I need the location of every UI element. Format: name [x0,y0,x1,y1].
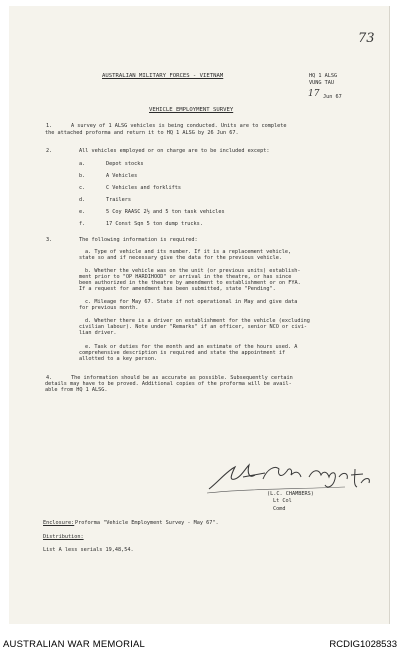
para-3a-line: a. Type of vehicle and its number. If it is a replacement vehicle, [85,249,292,255]
para-2-item-letter: c. [79,185,86,191]
para-3c-line: for previous month. [79,305,139,311]
para-2-item-letter: f. [79,221,86,227]
para-2-item-text: C Vehicles and forklifts [106,185,181,191]
para-1-line-2: the attached proforma and return it to HQ 1 ALSG by 26 Jun 67. [45,130,239,136]
subject-heading: VEHICLE EMPLOYMENT SURVEY [149,107,234,113]
document-title: AUSTRALIAN MILITARY FORCES - VIETNAM [102,73,224,79]
footer-institution: AUSTRALIAN WAR MEMORIAL [3,639,146,650]
para-2-item-letter: d. [79,197,86,203]
para-2-item-letter: b. [79,173,86,179]
originator-line-1: HQ 1 ALSG [309,73,338,79]
signatory-appointment: Comd [273,506,286,512]
enclosure-text: Proforma "Vehicle Employment Survey - May 67". [75,520,219,526]
para-3d-line: lian driver. [79,330,117,336]
enclosure-label: Enclosure: [43,520,75,526]
folio-number: 73 [358,31,375,46]
para-3e-line: e. Task or duties for the month and an estimate of the hours used. A [85,344,298,350]
para-2-intro: All vehicles employed or on charge are to be included except: [79,148,270,154]
para-4-line: The information should be as accurate as possible. Subsequently certain [71,375,293,381]
para-4-number: 4. [46,375,53,381]
para-3-intro: The following information is required: [79,237,198,243]
para-2-item-text: A Vehicles [106,173,138,179]
para-1-number: 1. [46,123,53,129]
para-3d-line: d. Whether there is a driver on establishment for the vehicle (excluding [85,318,310,324]
para-3d-line: civilian labour). Note under "Remarks" if an officer, senior NCO or civi- [79,324,307,330]
date-day: 17 [308,89,320,99]
para-3e-line: comprehensive description is required and state the appointment if [79,350,286,356]
distribution-text: List A less serials 19,48,54. [43,547,134,553]
para-3b-line: If a request for amendment has been submitted, state "Pending". [79,286,276,292]
signatory-rank: Lt Col [273,498,292,504]
distribution-label: Distribution: [43,534,84,540]
para-2-item-text: Depot stocks [106,161,144,167]
para-3-number: 3. [46,237,53,243]
para-3b-line: been authorized in the theatre by amendment to establishment or on FYA. [79,280,301,286]
para-3c-line: c. Mileage for May 67. State if not operational in May and give data [85,299,298,305]
originator-line-2: VUNG TAU [309,80,334,86]
para-1-line-1: A survey of 1 ALSG vehicles is being conducted. Units are to complete [71,123,287,129]
para-2-item-text: 5 Coy RAASC 2½ and 5 ton task vehicles [106,209,225,215]
date-month-year: Jun 67 [323,94,342,100]
para-2-item-letter: e. [79,209,86,215]
para-2-number: 2. [46,148,53,154]
signatory-name: (L.C. CHAMBERS) [267,491,314,497]
para-3b-line: ment prior to "OP HARDIHOOD" or arrival in the theatre, or has since [79,274,292,280]
footer-record-id: RCDIG1028533 [329,639,397,650]
para-2-item-letter: a. [79,161,86,167]
para-3a-line: state so and if necessary give the data for the previous vehicle. [79,255,283,261]
para-4-line: able from HQ 1 ALSG. [45,387,108,393]
para-3b-line: b. Whether the vehicle was on the unit (or previous units) establish- [85,268,301,274]
document-page [9,6,390,624]
para-2-item-text: Trailers [106,197,131,203]
para-4-line: details may have to be proved. Additional copies of the proforma will be avail- [45,381,292,387]
para-2-item-text: 17 Const Sqn 5 ton dump trucks. [106,221,203,227]
para-3e-line: allotted to a key person. [79,356,158,362]
